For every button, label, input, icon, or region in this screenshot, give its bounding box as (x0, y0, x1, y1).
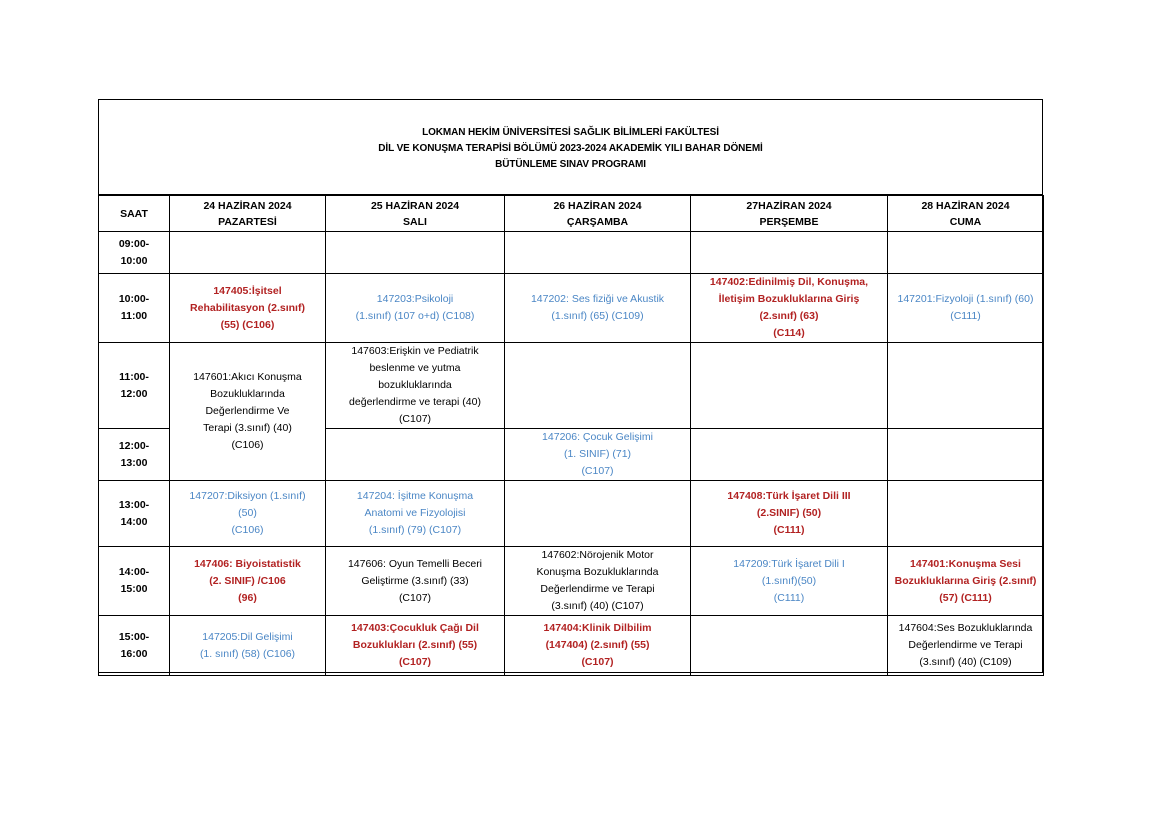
exam-cell-line: (C111) (773, 591, 805, 604)
time-slot: 11:00- 12:00 (99, 343, 170, 429)
exam-cell (505, 274, 691, 343)
document-title-block (99, 100, 1042, 195)
empty-cell (170, 232, 326, 274)
exam-cell-line: değerlendirme ve terapi (40) (349, 396, 481, 408)
exam-cell-line: (C114) (773, 327, 805, 339)
exam-cell-line: 147207:Diksiyon (1.sınıf) (189, 490, 306, 502)
exam-cell (170, 343, 326, 481)
exam-cell-line: 147403:Çocukluk Çağı Dil (351, 622, 479, 634)
schedule-table (98, 195, 1044, 676)
time-slot: 13:00- 14:00 (99, 481, 170, 547)
empty-cell (888, 232, 1044, 274)
exam-cell-line: Konuşma Bozukluklarında (536, 566, 659, 578)
exam-cell (170, 547, 326, 616)
exam-cell-line: (50) (238, 507, 257, 519)
time-slot: 10:00- 11:00 (99, 274, 170, 343)
empty-cell (888, 481, 1044, 547)
exam-cell-line: (55) (C106) (220, 318, 275, 331)
day-header-1: 24 HAZİRAN 2024 PAZARTESİ (170, 196, 326, 232)
university-title: LOKMAN HEKİM ÜNİVERSİTESİ SAĞLIK BİLİMLERİ FAKÜLTESİ (422, 127, 719, 138)
empty-cell (691, 343, 888, 429)
exam-cell-line: (147404) (2.sınıf) (55) (545, 639, 650, 651)
exam-cell-line: Değerlendirme Ve (205, 405, 290, 417)
exam-cell-line: 147603:Erişkin ve Pediatrik (351, 345, 479, 357)
exam-cell-line: Anatomi ve Fizyolojisi (364, 507, 466, 519)
exam-cell (888, 616, 1044, 676)
exam-schedule-sheet (98, 99, 1043, 673)
exam-cell-line: 147202: Ses fiziği ve Akustik (530, 293, 665, 305)
exam-cell-line: 147206: Çocuk Gelişimi (542, 431, 653, 443)
exam-cell-line: (1.sınıf) (65) (C109) (551, 310, 644, 322)
exam-cell (326, 343, 505, 429)
exam-cell-line: 147205:Dil Gelişimi (202, 630, 293, 643)
exam-cell-line: bozukluklarında (378, 379, 452, 391)
row-1000 (99, 274, 1044, 343)
exam-cell-line: 147606: Oyun Temelli Beceri (347, 557, 483, 570)
empty-cell (326, 429, 505, 481)
exam-cell-line: (C107) (581, 465, 614, 477)
exam-cell-line: Bozuklukları (2.sınıf) (55) (352, 639, 478, 651)
exam-cell (888, 547, 1044, 616)
exam-cell (326, 274, 505, 343)
exam-cell-line: (1. SINIF) (71) (563, 448, 632, 460)
exam-cell-line: (C107) (398, 656, 432, 668)
row-1300 (99, 481, 1044, 547)
exam-cell-line: 147405:İşitsel (213, 284, 282, 297)
exam-cell-line: (1.sınıf)(50) (761, 574, 817, 587)
exam-cell-line: (C111) (773, 524, 805, 536)
exam-cell (505, 547, 691, 616)
day-header-5: 28 HAZİRAN 2024 CUMA (888, 196, 1044, 232)
day-header-2: 25 HAZİRAN 2024 SALI (326, 196, 505, 232)
exam-cell-line: (C111) (950, 310, 981, 322)
exam-cell-line: (3.sınıf) (40) (C109) (919, 656, 1012, 668)
exam-cell (170, 274, 326, 343)
empty-cell (505, 232, 691, 274)
exam-cell-line: (C107) (398, 413, 432, 425)
exam-cell (691, 274, 888, 343)
exam-cell (691, 481, 888, 547)
exam-cell-line: (1.sınıf) (79) (C107) (368, 524, 462, 536)
exam-cell (170, 481, 326, 547)
exam-cell-line: 147204: İşitme Konuşma (356, 490, 474, 502)
exam-cell-line: 147209:Türk İşaret Dili I (733, 557, 845, 570)
exam-cell (888, 274, 1044, 343)
exam-cell (326, 547, 505, 616)
exam-cell-line: Bozukluklarında (210, 388, 285, 400)
empty-cell (691, 232, 888, 274)
time-slot: 15:00- 16:00 (99, 616, 170, 676)
exam-cell-line: İletişim Bozukluklarına Giriş (718, 293, 860, 305)
row-1400 (99, 547, 1044, 616)
row-1500 (99, 616, 1044, 676)
exam-cell-line: 147203:Psikoloji (376, 293, 454, 305)
exam-cell-line: Terapi (3.sınıf) (40) (203, 422, 292, 434)
exam-cell-line: (3.sınıf) (40) (C107) (551, 600, 644, 612)
exam-cell-line: (C106) (231, 524, 264, 536)
exam-cell-line: (C107) (398, 591, 432, 604)
exam-cell-line: (1.sınıf) (107 o+d) (C108) (355, 310, 475, 322)
exam-cell (170, 616, 326, 676)
exam-cell-line: 147404:Klinik Dilbilim (543, 622, 652, 634)
empty-cell (888, 343, 1044, 429)
exam-cell-line: (1. sınıf) (58) (C106) (199, 647, 296, 660)
empty-cell (505, 343, 691, 429)
time-slot: 12:00- 13:00 (99, 429, 170, 481)
exam-cell (326, 616, 505, 676)
exam-cell-line: 147402:Edinilmiş Dil, Konuşma, (709, 276, 869, 288)
header-row (99, 196, 1044, 232)
exam-cell-line: (96) (238, 591, 257, 604)
exam-cell-line: (2.sınıf) (63) (759, 310, 819, 322)
exam-cell-line: Rehabilitasyon (2.sınıf) (190, 301, 305, 314)
exam-program-title: BÜTÜNLEME SINAV PROGRAMI (495, 159, 646, 170)
exam-cell-line: 147408:Türk İşaret Dili III (727, 490, 851, 502)
exam-cell-line: beslenme ve yutma (369, 362, 461, 374)
empty-cell (691, 429, 888, 481)
time-slot: 09:00- 10:00 (99, 232, 170, 274)
empty-cell (888, 429, 1044, 481)
exam-cell-line: (2. SINIF) /C106 (209, 574, 286, 587)
exam-cell-line: 147602:Nörojenik Motor (541, 549, 654, 561)
department-title: DİL VE KONUŞMA TERAPİSİ BÖLÜMÜ 2023-2024 AKADEMİK YILI BAHAR DÖNEMİ (378, 143, 763, 154)
exam-cell-line: 147201:Fizyoloji (1.sınıf) (60) (897, 293, 1034, 305)
exam-cell-line: (C107) (581, 656, 614, 668)
exam-cell-line: (2.SINIF) (50) (756, 507, 822, 519)
exam-cell-line: Bozukluklarına Giriş (2.sınıf) (894, 574, 1037, 587)
exam-cell (691, 547, 888, 616)
exam-cell-line: 147601:Akıcı Konuşma (193, 371, 302, 383)
exam-cell-line: Geliştirme (3.sınıf) (33) (361, 574, 469, 587)
empty-cell (505, 481, 691, 547)
exam-cell-line: Değerlendirme ve Terapi (540, 583, 655, 595)
exam-cell-line: Değerlendirme ve Terapi (908, 639, 1023, 651)
exam-cell-line: (C106) (231, 439, 264, 451)
exam-cell (326, 481, 505, 547)
saat-header: SAAT (99, 196, 170, 232)
exam-cell-line: 147401:Konuşma Sesi (910, 557, 1021, 570)
time-slot: 14:00- 15:00 (99, 547, 170, 616)
exam-cell-line: 147406: Biyoistatistik (194, 557, 301, 570)
row-1100 (99, 343, 1044, 429)
exam-cell-line: 147604:Ses Bozukluklarında (898, 622, 1033, 634)
empty-cell (326, 232, 505, 274)
day-header-4: 27HAZİRAN 2024 PERŞEMBE (691, 196, 888, 232)
exam-cell-line: (57) (C111) (939, 591, 992, 604)
row-0900 (99, 232, 1044, 274)
empty-cell (691, 616, 888, 676)
exam-cell (505, 616, 691, 676)
exam-cell (505, 429, 691, 481)
day-header-3: 26 HAZİRAN 2024 ÇARŞAMBA (505, 196, 691, 232)
